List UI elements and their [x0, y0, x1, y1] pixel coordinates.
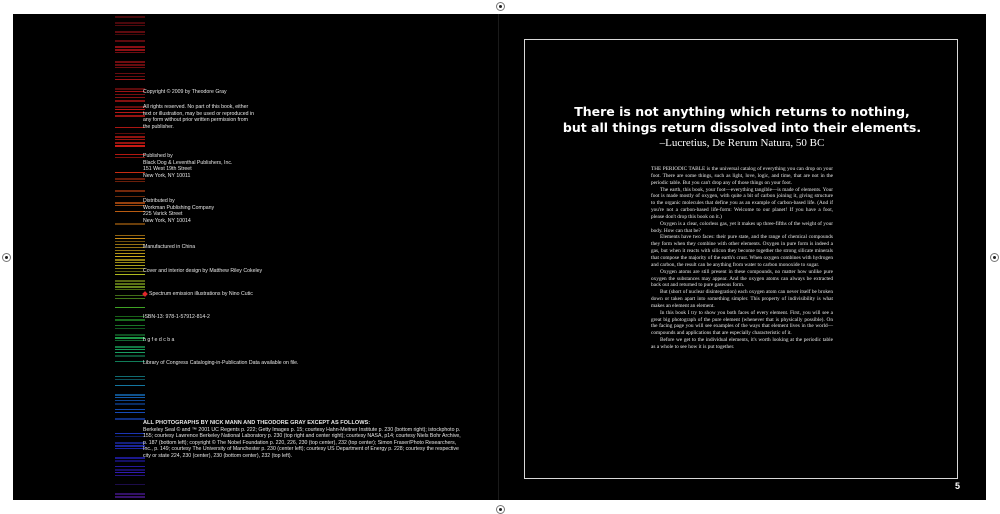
photo-credits-text: Berkeley Seal © and ™ 2001 UC Regents p. 222; Getty Images p. 15; courtesy Hahn-Meitner Institute p. 230 (bottom right); istockphoto p. 155; courtesy Lawrence Berkeley National Laboratory p. 230 (top right and center right); courtesy NASA, p14; courtesy Niels Bohr Archive, p. 187 (bottom left); copyright © The Nobel Foundation p. 220, 226, 230 (top center), 232 (top center); Simon Fraser/Photo Researchers, Inc., p. 149; courtesy The University of Manchester p. 230 (center left); courtesy US Department of Energy p. 228; courtesy the respective city or state 224, 230 (center), 230 (bottom center), 232 (top left). — [143, 426, 461, 459]
spectrum-line — [115, 190, 145, 192]
publisher-block — [143, 153, 263, 179]
text-frame — [524, 39, 958, 479]
spectrum-line — [115, 256, 145, 257]
spectrum-line — [115, 178, 145, 180]
spectrum-line — [115, 145, 145, 147]
printing-line — [143, 337, 293, 344]
copyright-line — [143, 89, 253, 96]
distributor-block — [143, 198, 263, 224]
spectrum-line — [115, 376, 145, 377]
registration-mark-icon — [496, 505, 505, 514]
spectrum-line — [115, 349, 145, 350]
spectrum-line — [115, 52, 145, 53]
spectrum-line — [115, 355, 145, 357]
epigraph-line-2: but all things return dissolved into their elements. — [562, 120, 922, 135]
distributor-address-1: 225 Varick Street — [143, 211, 183, 218]
manufactured-text: Manufactured in China — [143, 244, 196, 250]
book-spread — [13, 14, 986, 500]
spectrum-line — [115, 385, 145, 386]
photo-credits-block — [143, 420, 463, 460]
printing-number-line: h g f e d c b a — [143, 337, 175, 343]
spectrum-line — [115, 334, 145, 336]
spectrum-line — [115, 31, 145, 33]
spectrum-line — [115, 379, 145, 380]
spine-divider — [498, 14, 499, 500]
spectrum-line — [115, 340, 145, 341]
spectrum-line — [115, 64, 145, 66]
spectrum-line — [115, 109, 145, 110]
spectrum-line — [115, 34, 145, 35]
spectrum-line — [115, 142, 145, 144]
spectrum-line — [115, 223, 145, 225]
spectrum-line — [115, 448, 145, 449]
spectrum-line — [115, 361, 145, 362]
loc-text: Library of Congress Cataloging-in-Publication Data available on file. — [143, 360, 299, 366]
spectrum-line — [115, 271, 145, 272]
spectrum-line — [115, 325, 145, 326]
spectrum-credit — [143, 291, 323, 298]
published-label: Published by — [143, 153, 173, 159]
body-paragraph: Oxygen atoms are still present in these compounds, no matter how unlike pure oxygen the substances may appear. And the oxygen atoms can always be extracted back out and returned to pure gaseous form. — [651, 268, 833, 289]
spectrum-line — [115, 100, 145, 102]
spectrum-line — [115, 457, 145, 459]
spectrum-line — [115, 445, 145, 447]
spectrum-line — [115, 316, 145, 317]
introduction-body — [651, 166, 833, 351]
publisher-address-1: 151 West 19th Street — [143, 166, 192, 173]
red-diamond-icon — [142, 291, 148, 297]
spectrum-line — [115, 472, 145, 473]
spectrum-line — [115, 289, 145, 290]
spectrum-line — [115, 250, 145, 251]
epigraph-line-1: There is not anything which returns to nothing, — [574, 104, 910, 119]
manufactured-line — [143, 244, 293, 251]
spectrum-line — [115, 475, 145, 476]
spectrum-line — [115, 469, 145, 471]
spectrum-line — [115, 202, 145, 204]
spectrum-line — [115, 496, 145, 498]
spectrum-line — [115, 25, 145, 26]
design-credit — [143, 268, 323, 275]
isbn-line — [143, 314, 293, 321]
body-paragraph: THE PERIODIC TABLE is the universal catalog of everything you can drop on your foot. There are some things, such as light, love, logic, and time, that are not in the periodic table. But you can't drop any of those things on your foot. — [651, 166, 833, 186]
spectrum-line — [115, 16, 145, 18]
spectrum-line — [115, 172, 145, 173]
design-credit-text: Cover and interior design by Matthew Riley Cokeley — [143, 268, 263, 274]
isbn-text: ISBN-13: 978-1-57912-814-2 — [143, 314, 210, 320]
spectrum-line — [115, 433, 145, 434]
spectrum-line — [115, 79, 145, 80]
spectrum-line — [115, 274, 145, 275]
body-paragraph: But (short of nuclear disintegration) each oxygen atom can never itself be broken down or taken apart into something simpler. This property of indivisibility is what makes an element an element. — [651, 289, 833, 309]
spectrum-line — [115, 259, 145, 261]
spectrum-line — [115, 97, 145, 98]
spectrum-line — [115, 298, 145, 299]
spectrum-line — [115, 67, 145, 68]
spectrum-line — [115, 22, 145, 24]
spectrum-line — [115, 319, 145, 321]
spectrum-line — [115, 127, 145, 128]
spectrum-line — [115, 442, 145, 444]
body-paragraph: Elements have two faces: their pure state, and the range of chemical compounds they form when they combine with other elements. Oxygen in pure form is indeed a gas, but when it reacts with silicon they become together the strong silicate minerals that compose the majority of the earth's crust. When oxygen combines with hydrogen and carbon, the result can be anything from water to carbon monoxide to sugar. — [651, 234, 833, 268]
spectrum-line — [115, 244, 145, 245]
spectrum-line — [115, 112, 145, 113]
spectrum-line — [115, 403, 145, 405]
spectrum-line — [115, 460, 145, 462]
spectrum-line — [115, 40, 145, 42]
spectrum-line — [115, 139, 145, 140]
spectrum-line — [115, 436, 145, 437]
spectrum-line — [115, 196, 145, 197]
spectrum-line — [115, 94, 145, 95]
distributed-label: Distributed by — [143, 198, 175, 204]
spectrum-line — [115, 412, 145, 413]
distributor-name: Workman Publishing Company — [143, 204, 215, 211]
body-paragraph: The earth, this book, your foot—everything tangible—is made of elements. Your foot is made mostly of oxygen, with quite a bit of carbon joining it, giving structure to the organic molecules that define you as an example of carbon-based life. (And if you're not a carbon-based life-form: Welcome to our planet! If you have a foot, please don't drop this book on it.) — [651, 186, 833, 220]
spectrum-line — [115, 484, 145, 485]
spectrum-line — [115, 268, 145, 269]
spectrum-line — [115, 73, 145, 74]
registration-mark-icon — [990, 253, 999, 262]
spectrum-line — [115, 46, 145, 48]
spectrum-line — [115, 235, 145, 236]
spectrum-line — [115, 136, 145, 138]
spectrum-line — [115, 337, 145, 339]
spectrum-line — [115, 409, 145, 410]
spectrum-line — [115, 115, 145, 117]
spectrum-line — [115, 88, 145, 90]
registration-mark-icon — [2, 253, 11, 262]
spectrum-line — [115, 247, 145, 248]
spectrum-line — [115, 181, 145, 182]
spectrum-line — [115, 346, 145, 348]
body-paragraph: Before we get to the individual elements, it's worth looking at the periodic table as a whole to see how it is put together. — [651, 337, 833, 350]
rights-text: All rights reserved. No part of this book, either text or illustration, may be used or reproduced in any form without prior written permission from the publisher. — [143, 104, 255, 130]
spectrum-line — [115, 394, 145, 396]
spectrum-credit-text: Spectrum emission illustrations by Nino Cutic — [149, 291, 253, 297]
spectrum-line — [115, 400, 145, 401]
photo-credits-heading: ALL PHOTOGRAPHS BY NICK MANN AND THEODORE GRAY EXCEPT AS FOLLOWS: — [143, 420, 371, 426]
spectrum-line — [115, 133, 145, 134]
spectrum-line — [115, 307, 145, 308]
spectrum-line — [115, 418, 145, 420]
spectrum-line — [115, 205, 145, 206]
spectrum-line — [115, 280, 145, 282]
spectrum-line — [115, 283, 145, 285]
spectrum-line — [115, 61, 145, 63]
loc-line — [143, 360, 363, 367]
spectrum-line — [115, 49, 145, 51]
body-paragraph: Oxygen is a clear, colorless gas, yet it makes up three-fifths of the weight of your body. How can that be? — [651, 220, 833, 234]
spectrum-line — [115, 76, 145, 77]
spectrum-line — [115, 262, 145, 263]
spectrum-line — [115, 241, 145, 242]
spectrum-line — [115, 397, 145, 398]
publisher-name: Black Dog & Leventhal Publishers, Inc. — [143, 159, 233, 166]
publisher-address-2: New York, NY 10011 — [143, 172, 191, 179]
spectrum-line — [115, 157, 145, 158]
spectrum-line — [115, 211, 145, 212]
distributor-address-2: New York, NY 10014 — [143, 217, 191, 224]
spectrum-line — [115, 493, 145, 495]
spectrum-emission-strip — [115, 14, 145, 500]
spectrum-line — [115, 352, 145, 353]
page-number: 5 — [955, 481, 961, 491]
spectrum-line — [115, 106, 145, 108]
body-paragraph: In this book I try to show you both faces of every element. First, you will see a great big photograph of the pure element (whenever that is physically possible). On the facing page you will see examples of the ways that element lives in the world—compounds and applications that are especially characteristic of it. — [651, 309, 833, 337]
spectrum-line — [115, 238, 145, 239]
spectrum-line — [115, 265, 145, 266]
spectrum-line — [115, 466, 145, 467]
registration-mark-icon — [496, 2, 505, 11]
copyright-text: Copyright © 2009 by Theodore Gray — [143, 89, 227, 95]
spectrum-line — [115, 91, 145, 92]
spectrum-line — [115, 286, 145, 288]
rights-notice — [143, 104, 255, 130]
spectrum-line — [115, 154, 145, 155]
spectrum-line — [115, 253, 145, 254]
spectrum-line — [115, 295, 145, 296]
spectrum-line — [115, 328, 145, 329]
epigraph-attribution: –Lucretius, De Rerum Natura, 50 BC — [659, 137, 825, 149]
